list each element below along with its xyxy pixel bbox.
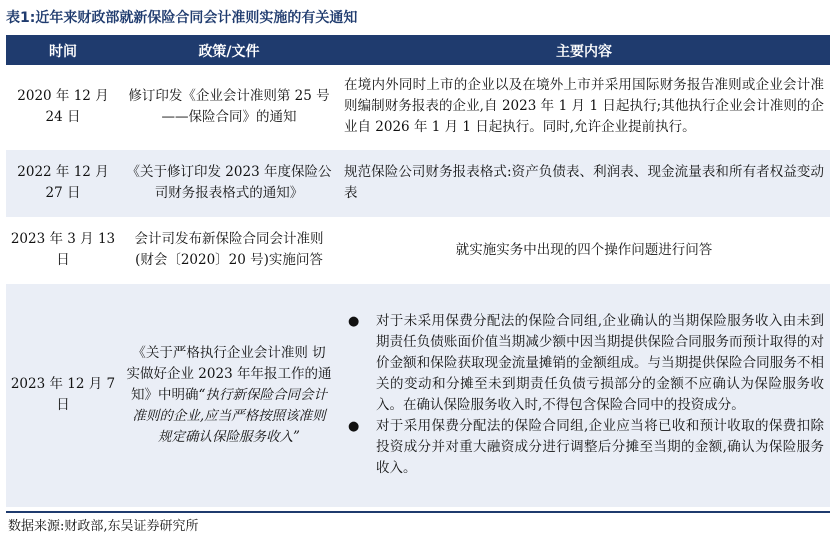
- data-source-note: 数据来源:财政部,东吴证券研究所: [8, 519, 199, 534]
- policy-table: [6, 36, 830, 508]
- bullet-icon: ●: [348, 419, 360, 434]
- row-policy-text: 《关于严格执行企业会计准则 切实做好企业 2023 年年报工作的通知》中明确: [126, 344, 332, 403]
- table-row: [6, 283, 830, 507]
- table-row: [6, 65, 830, 149]
- row-date: 2023 年 3 月 13 日: [6, 217, 120, 283]
- table-title: 表1:近年来财政部就新保险合同会计准则实施的有关通知: [6, 10, 358, 26]
- row-content: [338, 283, 830, 507]
- bullet-icon: ●: [348, 314, 360, 329]
- column-header-policy: 政策/文件: [120, 36, 338, 65]
- row-content: 就实施实务中出现的四个操作问题进行问答: [338, 217, 830, 283]
- column-header-time: 时间: [6, 36, 120, 65]
- table-title-bar: [6, 6, 830, 32]
- row-content: 规范保险公司财务报表格式:资产负债表、利润表、现金流量表和所有者权益变动表: [338, 149, 830, 217]
- table-row: [6, 149, 830, 217]
- column-header-content: 主要内容: [338, 36, 830, 65]
- bullet-text: 对于采用保费分配法的保险合同组,企业应当将已收和预计收取的保费扣除投资成分并对重大融资成分进行调整后分摊至当期的金额,确认为保险服务收入。: [376, 418, 824, 476]
- row-policy: 修订印发《企业会计准则第 25 号——保险合同》的通知: [120, 65, 338, 149]
- row-policy: 会计司发布新保险合同会计准则(财会〔2020〕20 号)实施问答: [120, 217, 338, 283]
- row-content: 在境内外同时上市的企业以及在境外上市并采用国际财务报告准则或企业会计准则编制财务报表的企业,自 2023 年 1 月 1 日起执行;其他执行企业会计准则的企业自 2026 年 1 月 1 日起执行。同时,允许企业提前执行。: [338, 65, 830, 149]
- row-date: 2020 年 12 月 24 日: [6, 65, 120, 149]
- table-row: [6, 217, 830, 283]
- row-policy: 《关于修订印发 2023 年度保险公司财务报表格式的通知》: [120, 149, 338, 217]
- bullet-text: 对于未采用保费分配法的保险合同组,企业确认的当期保险服务收入由未到期责任负债账面价值当期减少额中因当期提供保险合同服务而预计取得的对价金额和保险获取现金流量摊销的金额组成。与当期提供保险合同服务不相关的变动和分摊至未到期责任负债亏损部分的金额不应确认为保险服务收入。在确认保险服务收入时,不得包含保险合同中的投资成分。: [376, 313, 824, 413]
- list-item: [344, 311, 824, 416]
- row-date: 2023 年 12 月 7 日: [6, 283, 120, 507]
- row-policy-quote: “执行新保险合同会计准则的企业,应当严格按照该准则规定确认保险服务收入”: [132, 386, 327, 445]
- content-bullet-list: [344, 311, 824, 479]
- table-header-row: [6, 36, 830, 65]
- list-item: [344, 416, 824, 479]
- table-bottom-divider: [6, 511, 830, 513]
- row-date: 2022 年 12 月 27 日: [6, 149, 120, 217]
- row-policy: [120, 283, 338, 507]
